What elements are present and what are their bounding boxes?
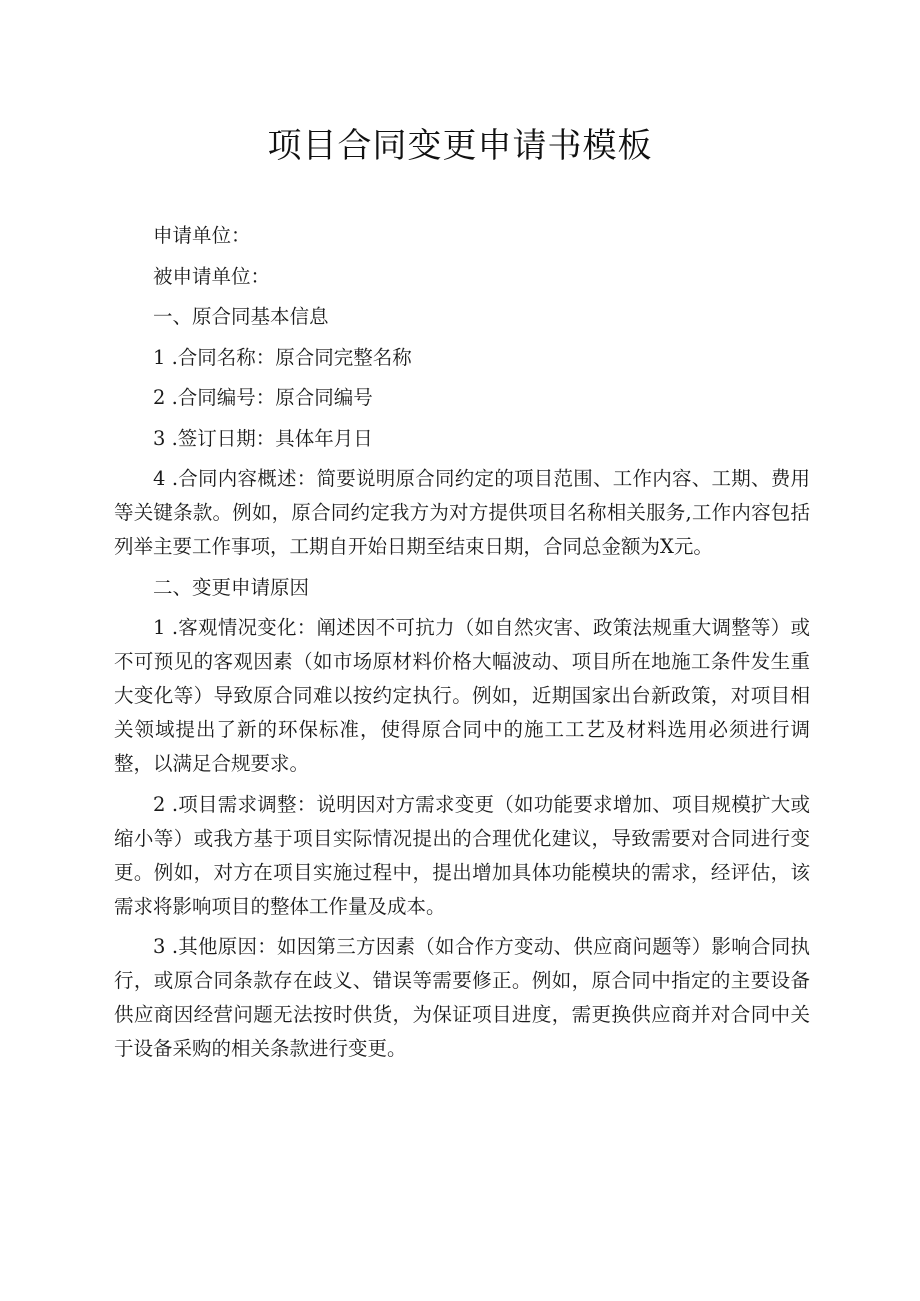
section-heading-original-contract: 一、原合同基本信息: [153, 305, 329, 328]
document-title: 项目合同变更申请书模板: [267, 126, 653, 166]
contract-name-item: 1 .合同名称：原合同完整名称: [153, 345, 412, 369]
other-reasons-item: 3 .其他原因：如因第三方因素（如合作方变动、供应商问题等）影响合同执行，或原合同条款存在歧义、错误等需要修正。例如，原合同中指定的主要设备供应商因经营问题无法按时供货，为保证项目进度，需更换供应商并对合同中关于设备采购的相关条款进行变更。: [114, 935, 810, 1060]
respondent-line: 被申请单位：: [153, 264, 271, 288]
document-body: [114, 219, 810, 1073]
objective-change-item: 1 .客观情况变化：阐述因不可抗力（如自然灾害、政策法规重大调整等）或不可预见的客观因素（如市场原材料价格大幅波动、项目所在地施工条件发生重大变化等）导致原合同难以按约定执行。例如，近期国家出台新政策，对项目相关领域提出了新的环保标准，使得原合同中的施工工艺及材料选用必须进行调整，以满足合规要求。: [114, 616, 810, 775]
signing-date-item: 3 .签订日期：具体年月日: [153, 426, 373, 450]
contract-summary-item: 4 .合同内容概述：简要说明原合同约定的项目范围、工作内容、工期、费用等关键条款。例如，原合同约定我方为对方提供项目名称相关服务,工作内容包括列举主要工作事项，工期自开始日期至结束日期，合同总金额为X元。: [114, 467, 810, 558]
section-heading-change-reasons: 二、变更申请原因: [153, 575, 310, 599]
requirement-adjustment-item: 2 .项目需求调整：说明因对方需求变更（如功能要求增加、项目规模扩大或缩小等）或我方基于项目实际情况提出的合理优化建议，导致需要对合同进行变更。例如，对方在项目实施过程中，提出增加具体功能模块的需求，经评估，该需求将影响项目的整体工作量及成本。: [114, 792, 810, 918]
contract-number-item: 2 .合同编号：原合同编号: [153, 386, 373, 409]
applicant-line: 申请单位：: [153, 224, 251, 247]
